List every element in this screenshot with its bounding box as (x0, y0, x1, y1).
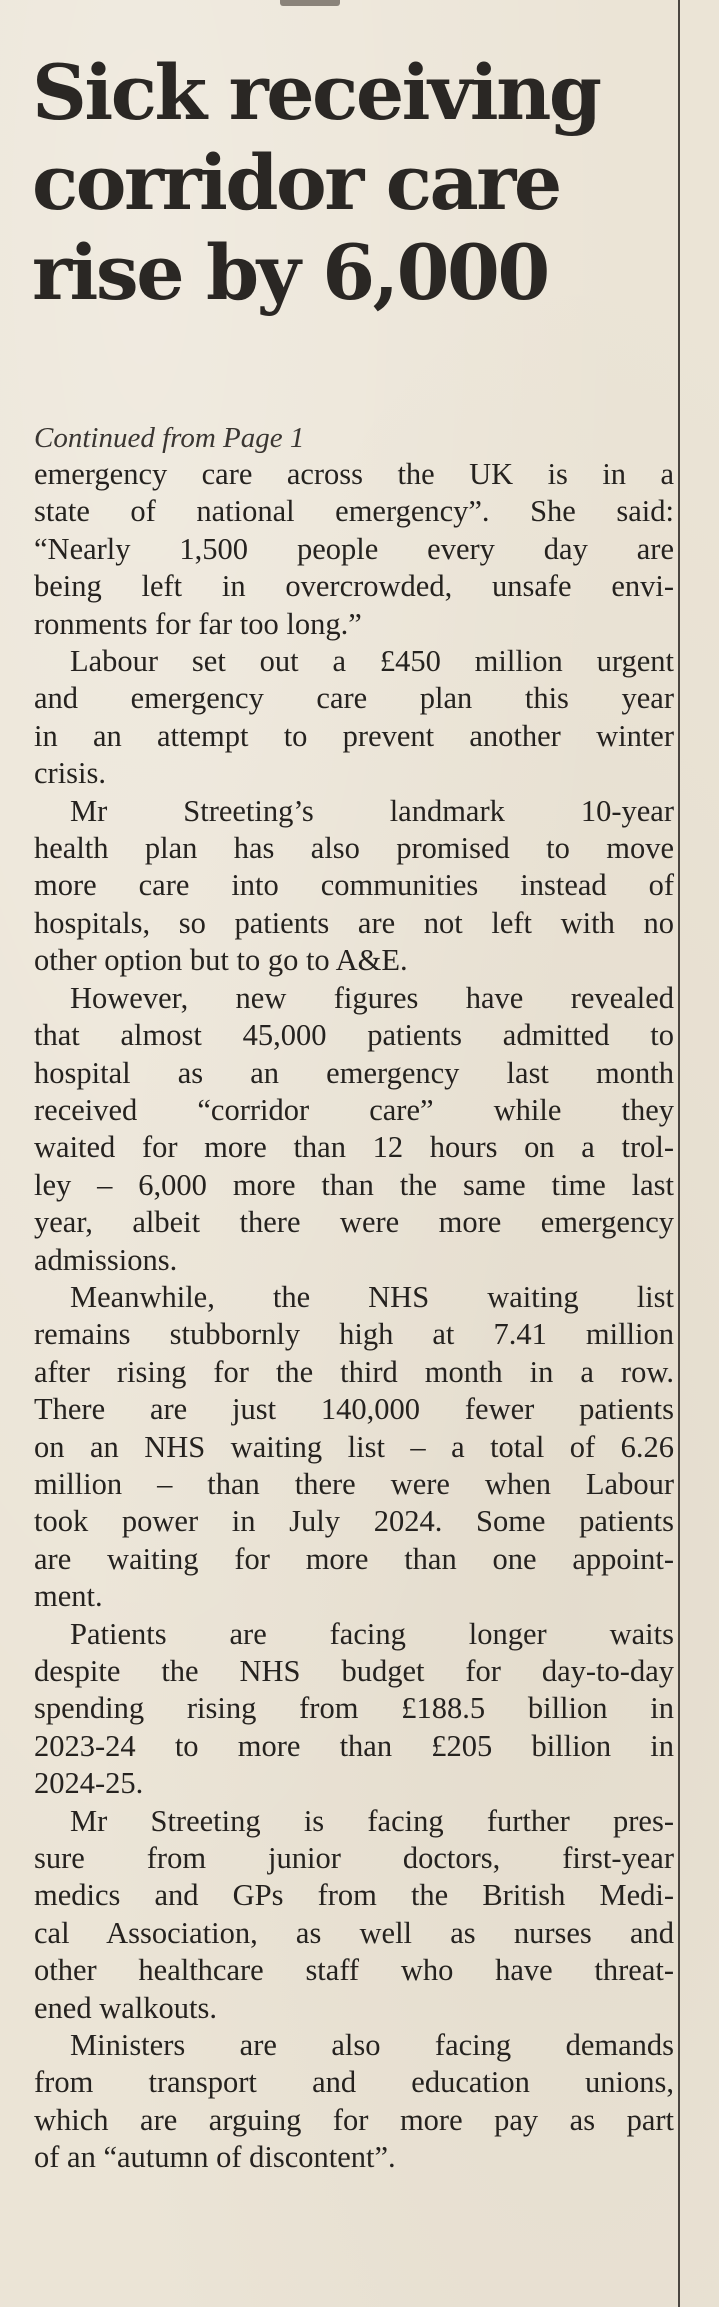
headline-line: Sick receiving (32, 48, 600, 137)
text-line: other option but to go to A&E. (34, 943, 408, 978)
text-line: being left in overcrowded, unsafe envi- (34, 569, 674, 604)
text-line: ment. (34, 1579, 103, 1614)
headline-line: rise by 6,000 (32, 228, 548, 317)
text-line: after rising for the third month in a row. (34, 1354, 674, 1389)
text-line: Mr Streeting’s landmark 10-year (70, 793, 674, 828)
text-line: spending rising from £188.5 billion in (34, 1691, 674, 1726)
text-line: admissions. (34, 1242, 178, 1277)
text-line: “Nearly 1,500 people every day are (34, 531, 674, 566)
paragraph (34, 1279, 674, 1616)
text-line: of an “autumn of discontent”. (34, 2140, 396, 2175)
headline (32, 48, 672, 318)
text-line: received “corridor care” while they (34, 1092, 674, 1127)
text-line: medics and GPs from the British Medi- (34, 1878, 674, 1913)
text-line: on an NHS waiting list – a total of 6.26 (34, 1429, 674, 1464)
paragraph (34, 1616, 674, 1803)
text-line: in an attempt to prevent another winter (34, 718, 674, 753)
text-line: year, albeit there were more emergency (34, 1205, 674, 1240)
text-line: hospital as an emergency last month (34, 1055, 674, 1090)
text-line: Labour set out a £450 million urgent (70, 644, 674, 679)
text-line: took power in July 2024. Some patients (34, 1504, 674, 1539)
text-line: that almost 45,000 patients admitted to (34, 1018, 674, 1053)
text-line: million – than there were when Labour (34, 1466, 674, 1501)
text-line: 2024-25. (34, 1766, 144, 1801)
text-line: remains stubbornly high at 7.41 million (34, 1317, 674, 1352)
text-line: emergency care across the UK is in a (34, 457, 674, 491)
text-line: are waiting for more than one appoint- (34, 1541, 674, 1576)
text-line: Mr Streeting is facing further pres- (70, 1803, 674, 1838)
paragraph (34, 793, 674, 980)
column-rule (678, 0, 680, 2307)
text-line: Patients are facing longer waits (70, 1616, 674, 1651)
text-line: waited for more than 12 hours on a trol- (34, 1130, 674, 1165)
paragraph (34, 643, 674, 793)
text-line: ley – 6,000 more than the same time last (34, 1167, 674, 1202)
text-line: more care into communities instead of (34, 868, 674, 903)
text-line: ronments for far too long.” (34, 606, 362, 641)
text-line: There are just 140,000 fewer patients (34, 1392, 674, 1427)
text-line: hospitals, so patients are not left with no (34, 905, 674, 940)
paragraph (34, 980, 674, 1279)
text-line: However, new figures have revealed (70, 980, 674, 1015)
text-line: health plan has also promised to move (34, 831, 674, 866)
text-line: 2023-24 to more than £205 billion in (34, 1728, 674, 1763)
paragraph (34, 1803, 674, 2027)
text-line: other healthcare staff who have threat- (34, 1953, 674, 1988)
text-line: which are arguing for more pay as part (34, 2102, 674, 2137)
text-line: and emergency care plan this year (34, 681, 674, 716)
article-body (34, 456, 674, 2177)
text-line: Ministers are also facing demands (70, 2028, 674, 2063)
text-line: ened walkouts. (34, 1990, 217, 2025)
text-line: state of national emergency”. She said: (34, 494, 674, 529)
text-line: Meanwhile, the NHS waiting list (70, 1279, 674, 1314)
text-line: cal Association, as well as nurses and (34, 1915, 674, 1950)
continued-from-label: Continued from Page 1 (34, 422, 305, 454)
headline-line: corridor care (32, 138, 560, 227)
page-edge-mark (280, 0, 340, 6)
text-line: crisis. (34, 756, 107, 791)
text-line: sure from junior doctors, first-year (34, 1841, 674, 1876)
text-line: from transport and education unions, (34, 2065, 674, 2100)
text-line: despite the NHS budget for day-to-day (34, 1654, 674, 1688)
paragraph (34, 2027, 674, 2177)
paragraph (34, 456, 674, 643)
